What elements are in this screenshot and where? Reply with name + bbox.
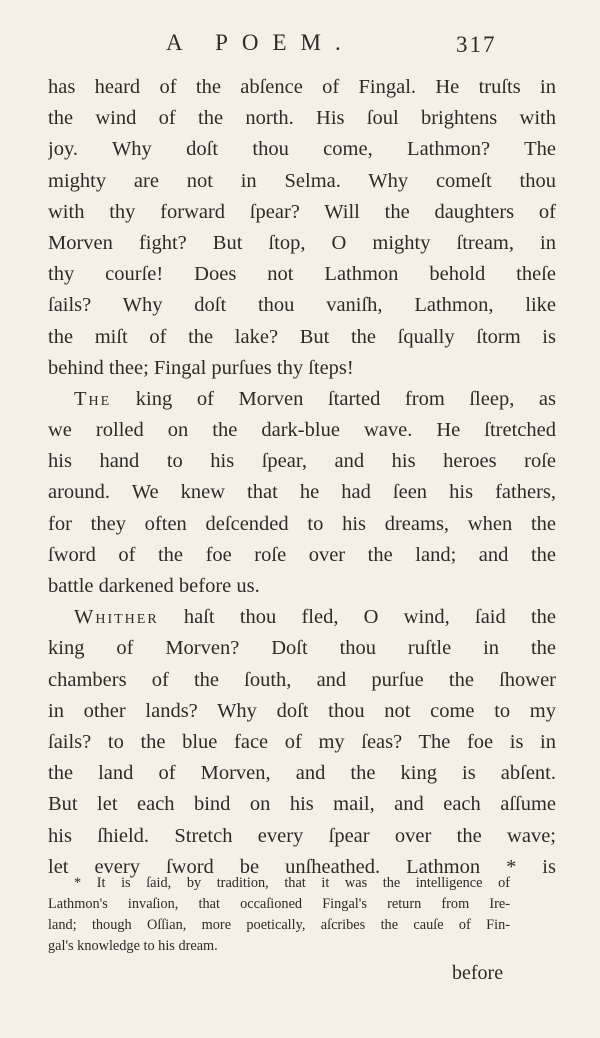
text-line: for they often deſcended to his dreams, when the (48, 512, 556, 535)
running-head (0, 30, 600, 64)
text-line: with thy forward ſpear? Will the daughters of (48, 200, 556, 223)
footnote-line: Lathmon's invaſion, that occaſioned Fingal's return from Ire- (48, 896, 510, 912)
footnote (48, 873, 510, 957)
paragraph-first-line (48, 602, 556, 633)
page-number: 317 (456, 32, 497, 57)
running-title: A POEM. (166, 30, 355, 55)
text-line: chambers of the ſouth, and purſue the ſhower (48, 668, 556, 691)
text-line: battle darkened before us. (48, 575, 260, 597)
text-line: ſword of the foe roſe over the land; and the (48, 543, 556, 566)
paragraph-lead-word: Whither (74, 606, 159, 629)
paragraph-lead-word: The (74, 387, 112, 410)
paragraph-first-rest: haſt thou fled, O wind, ſaid the (183, 606, 556, 629)
footnote-line: * It is ſaid, by tradition, that it was the intelligence of (74, 875, 510, 891)
text-line: we rolled on the dark-blue wave. He ſtretched (48, 419, 556, 442)
text-line: in other lands? Why doſt thou not come to my (48, 699, 556, 722)
text-line: ſails? to the blue face of my ſeas? The foe is in (48, 730, 556, 753)
text-line: the wind of the north. His ſoul brightens with (48, 107, 556, 130)
paragraph-first-rest: king of Morven ſtarted from ſleep, as (135, 387, 556, 410)
text-line: But let each bind on his mail, and each aſſume (48, 793, 556, 816)
text-line: has heard of the abſence of Fingal. He truſts in (48, 76, 556, 98)
text-line: king of Morven? Doſt thou ruſtle in the (48, 637, 556, 660)
text-line: around. We knew that he had ſeen his fathers, (48, 481, 556, 504)
text-line: behind thee; Fingal purſues thy ſteps! (48, 356, 354, 379)
text-line: let every ſword be unſheathed. Lathmon * is (48, 855, 556, 878)
footnote-line: gal's knowledge to his dream. (48, 938, 218, 954)
text-line: his hand to his ſpear, and his heroes roſe (48, 450, 556, 473)
footnote-line: land; though Oſſian, more poetically, aſcribes the cauſe of Fin- (48, 917, 510, 933)
text-line: the miſt of the lake? But the ſqually ſtorm is (48, 325, 556, 348)
text-line: thy courſe! Does not Lathmon behold theſe (48, 263, 556, 286)
body-text (48, 72, 556, 883)
text-line: mighty are not in Selma. Why comeſt thou (48, 169, 556, 192)
text-line: Morven fight? But ſtop, O mighty ſtream, in (48, 231, 556, 254)
catchword: before (452, 962, 504, 984)
text-line: the land of Morven, and the king is abſent. (48, 762, 556, 785)
text-line: his ſhield. Stretch every ſpear over the wave; (48, 824, 556, 847)
paragraph-first-line (48, 384, 556, 415)
text-line: ſails? Why doſt thou vaniſh, Lathmon, like (48, 294, 556, 317)
text-line: joy. Why doſt thou come, Lathmon? The (48, 138, 556, 161)
